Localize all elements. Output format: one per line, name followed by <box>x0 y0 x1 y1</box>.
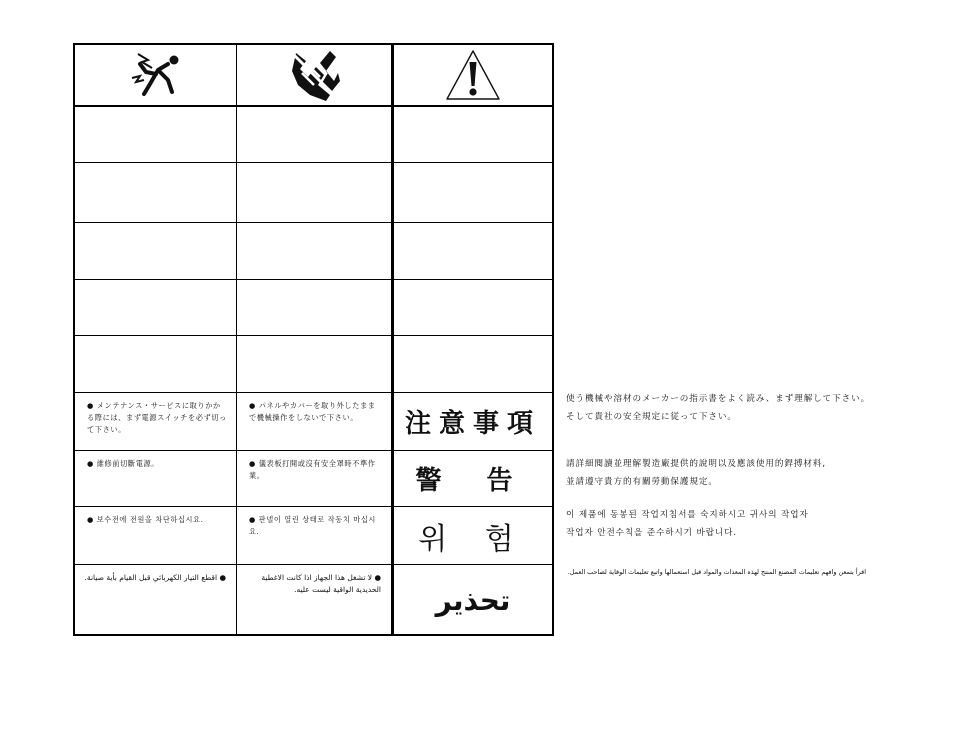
disconnect-power-note <box>75 451 237 506</box>
arabic-instruction <box>566 563 866 581</box>
blank-cell <box>75 223 237 279</box>
instruction-line: اقرأ بتمعن وافهم تعليمات المصنع المنتج لهذه المعدات والمواد قبل استعمالها واتبع تعليمات الوقاية لصاحب العمل. <box>567 568 866 576</box>
signal-word-cell <box>394 393 552 450</box>
note-text: ● パネルやカバーを取り外したままで機械操作をしないで下さい。 <box>249 401 376 422</box>
panel-cover-note <box>237 507 394 564</box>
note-text: ● لا تشغل هذا الجهاز اذا كانت الاغطية الحديدية الواقية ليست عليه. <box>261 573 381 594</box>
chinese-warning-row <box>75 451 552 507</box>
disconnect-power-note <box>75 507 237 564</box>
note-text: ● 보수전에 전원을 차단하십시요. <box>87 515 204 524</box>
instruction-line: そして貴社の安全規定に従って下さい。 <box>566 412 737 422</box>
blank-cell <box>75 107 237 162</box>
blank-cell <box>75 163 237 222</box>
blank-cell <box>237 163 394 222</box>
blank-row <box>75 107 552 163</box>
blank-cell <box>237 107 394 162</box>
note-text: ● اقطع التيار الكهربائي قبل القيام بأية صيانة. <box>84 573 226 582</box>
instruction-line: 並請遵守貴方的有關勞動保護規定。 <box>566 477 718 487</box>
blank-cell <box>237 223 394 279</box>
blank-cell <box>237 336 394 392</box>
note-text: ● 維修前切斷電源。 <box>87 459 160 468</box>
blank-cell <box>394 107 552 162</box>
panel-cover-note <box>237 565 394 636</box>
chinese-instruction <box>566 455 826 491</box>
disconnect-power-note <box>75 565 237 636</box>
blank-cell <box>75 280 237 335</box>
icon-header-row <box>75 45 552 107</box>
instruction-line: 이 제품에 동봉된 작업지침서를 숙지하시고 귀사의 작업자 <box>566 510 809 520</box>
electric-shock-icon <box>128 50 184 100</box>
signal-word-cell <box>394 507 552 564</box>
panel-cover-note <box>237 393 394 450</box>
hand-crush-icon <box>286 47 342 103</box>
signal-word: 警 告 <box>415 466 531 496</box>
panel-cover-note <box>237 451 394 506</box>
japanese-warning-row <box>75 393 552 451</box>
blank-cell <box>394 336 552 392</box>
blank-cell <box>237 280 394 335</box>
signal-word: 注意事項 <box>404 409 541 439</box>
blank-row <box>75 223 552 280</box>
instruction-line: 請詳細閱讀並理解製造廠提供的說明以及應該使用的銲搏材料, <box>566 459 826 469</box>
signal-word: 위 험 <box>418 521 528 557</box>
icon-cell-electric <box>75 45 237 105</box>
instruction-line: 작업자 안전수칙을 준수하시기 바랍니다. <box>566 528 737 538</box>
instruction-line: 使う機械や溶材のメーカーの指示書をよく読み、まず理解して下さい。 <box>566 394 871 404</box>
blank-cell <box>394 223 552 279</box>
icon-cell-warning <box>394 45 552 105</box>
note-text: ● 儀表板打開或沒有安全罩時不準作業。 <box>249 459 376 480</box>
disconnect-power-note <box>75 393 237 450</box>
icon-cell-hand <box>237 45 394 105</box>
blank-row <box>75 336 552 393</box>
signal-word: تحذير <box>435 584 511 617</box>
blank-cell <box>394 163 552 222</box>
korean-instruction <box>566 506 809 542</box>
korean-warning-row <box>75 507 552 565</box>
signal-word-cell <box>394 565 552 636</box>
blank-row <box>75 163 552 223</box>
blank-row <box>75 280 552 336</box>
signal-word-cell <box>394 451 552 506</box>
arabic-warning-row <box>75 565 552 636</box>
blank-cell <box>75 336 237 392</box>
warning-triangle-icon <box>444 48 502 102</box>
note-text: ● メンテナンス・サービスに取りかかる際には、まず電源スイッチを必ず切って下さい。 <box>87 401 227 434</box>
note-text: ● 판넬이 열린 상태로 작동치 마십시요. <box>249 515 376 536</box>
japanese-instruction <box>566 390 870 426</box>
safety-warning-table <box>73 43 554 636</box>
blank-cell <box>394 280 552 335</box>
